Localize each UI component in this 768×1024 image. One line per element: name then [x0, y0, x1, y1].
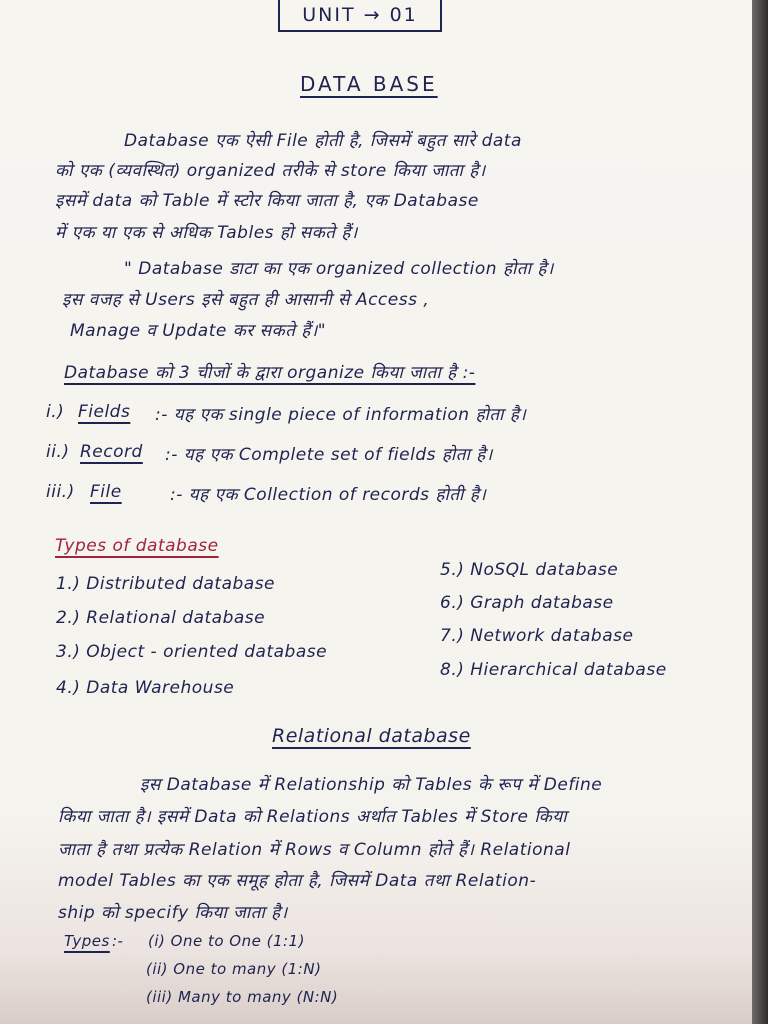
type-item: 6.) Graph database: [440, 593, 614, 613]
relationship-type: (i) One to One (1:1): [148, 932, 305, 950]
type-item: 3.) Object - oriented database: [56, 642, 328, 662]
intro-line: इसमें data को Table में स्टोर किया जाता है, एक Database: [55, 191, 479, 211]
type-item: 1.) Distributed database: [56, 574, 276, 594]
item-term: Fields: [78, 402, 131, 422]
intro-line: को एक (व्यवस्थित) organized तरीके से store किया जाता है।: [55, 161, 486, 181]
item-desc: :- यह एक Complete set of fields होता है।: [165, 445, 493, 465]
quote-line: " Database डाटा का एक organized collection होता है।: [124, 259, 554, 279]
relational-line: किया जाता है। इसमें Data को Relations अर्थात Tables में Store किया: [58, 807, 568, 827]
item-term: Record: [80, 442, 143, 462]
organize-heading: Database को 3 चीजों के द्वारा organize किया जाता है :-: [64, 363, 476, 383]
page-title: DATA BASE: [300, 72, 438, 96]
intro-line: में एक या एक से अधिक Tables हो सकते हैं।: [55, 223, 358, 243]
types-heading: Types of database: [55, 536, 219, 556]
relational-line: इस Database में Relationship को Tables के रूप में Define: [140, 775, 603, 795]
unit-label: UNIT → 01: [278, 0, 442, 32]
quote-line: Manage व Update कर सकते हैं।": [70, 321, 327, 341]
relational-types-sep: :-: [112, 932, 124, 950]
relational-line: model Tables का एक समूह होता है, जिसमें Data तथा Relation-: [58, 871, 537, 891]
type-item: 8.) Hierarchical database: [440, 660, 667, 680]
notebook-edge: [752, 0, 768, 1024]
item-desc: :- यह एक single piece of information होता है।: [155, 405, 527, 425]
relational-heading: Relational database: [272, 725, 471, 747]
relational-line: जाता है तथा प्रत्येक Relation में Rows व Column होते हैं। Relational: [58, 840, 571, 860]
type-item: 4.) Data Warehouse: [56, 678, 235, 698]
intro-line: Database एक ऐसी File होती है, जिसमें बहुत सारे data: [124, 131, 522, 151]
item-number: iii.): [46, 482, 75, 502]
type-item: 5.) NoSQL database: [440, 560, 619, 580]
type-item: 2.) Relational database: [56, 608, 266, 628]
item-desc: :- यह एक Collection of records होती है।: [170, 485, 487, 505]
item-number: i.): [46, 402, 65, 422]
item-number: ii.): [46, 442, 70, 462]
relationship-type: (ii) One to many (1:N): [146, 960, 322, 978]
relational-line: ship को specify किया जाता है।: [58, 903, 288, 923]
item-term: File: [90, 482, 122, 502]
relational-types-label: Types: [64, 932, 110, 950]
type-item: 7.) Network database: [440, 626, 634, 646]
quote-line: इस वजह से Users इसे बहुत ही आसानी से Access ,: [62, 290, 430, 310]
relationship-type: (iii) Many to many (N:N): [146, 988, 339, 1006]
